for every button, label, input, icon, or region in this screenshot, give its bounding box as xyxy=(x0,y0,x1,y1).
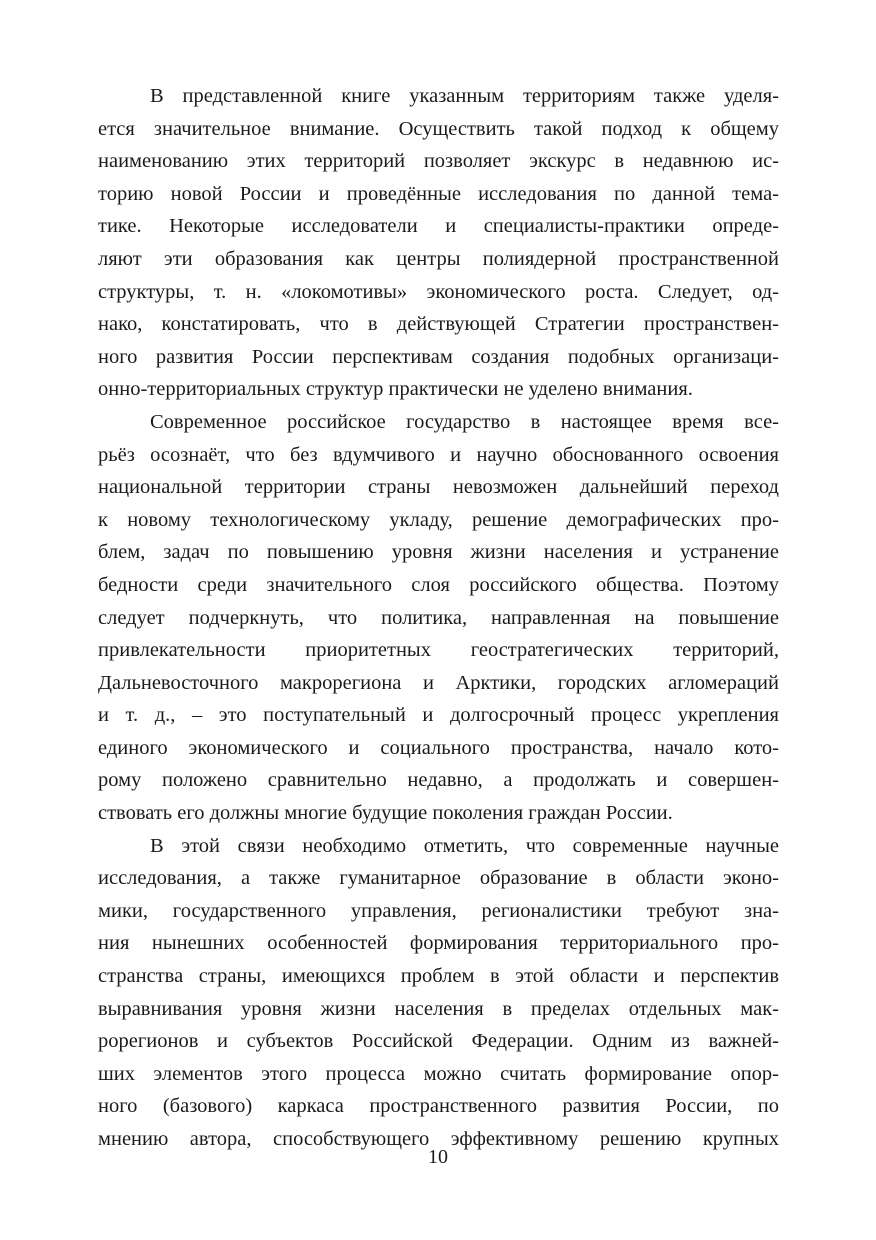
text-line: к новому технологическому укладу, решение демографических про- xyxy=(98,508,779,531)
text-line: национальной территории страны невозможен дальнейший переход xyxy=(98,476,779,499)
text-line: нако, констатировать, что в действующей Стратегии пространствен- xyxy=(98,313,779,336)
text-line: В представленной книге указанным территориям также уделя- xyxy=(150,85,779,107)
text-line: ного развития России перспективам создания подобных организаци- xyxy=(98,345,779,368)
text-line: ших элементов этого процесса можно считать формирование опор- xyxy=(98,1062,779,1085)
text-line: ляют эти образования как центры полиядерной пространственной xyxy=(98,247,779,270)
text-line: странства страны, имеющихся проблем в этой области и перспектив xyxy=(98,965,779,988)
paragraph-1 xyxy=(98,80,779,406)
text-line: следует подчеркнуть, что политика, направленная на повышение xyxy=(98,606,779,629)
text-line: рорегионов и субъектов Российской Федерации. Одним из важней- xyxy=(98,1030,779,1053)
paragraph-3 xyxy=(98,830,779,1156)
body-text xyxy=(98,80,779,1156)
text-line: исследования, а также гуманитарное образование в области эконо- xyxy=(98,867,779,890)
text-line: и т. д., – это поступательный и долгосрочный процесс укрепления xyxy=(98,704,779,727)
text-line: тике. Некоторые исследователи и специалисты-практики опреде- xyxy=(98,215,779,238)
text-line: Дальневосточного макрорегиона и Арктики, городских агломераций xyxy=(98,671,779,694)
text-line: ного (базового) каркаса пространственного развития России, по xyxy=(98,1095,779,1118)
text-line: Современное российское государство в настоящее время все- xyxy=(150,410,779,433)
text-line: ния нынешних особенностей формирования территориального про- xyxy=(98,932,779,955)
text-line: привлекательности приоритетных геостратегических территорий, xyxy=(98,639,779,662)
text-line: выравнивания уровня жизни населения в пределах отдельных мак- xyxy=(98,997,779,1020)
text-line: единого экономического и социального пространства, начало кото- xyxy=(98,736,779,759)
text-line: ствовать его должны многие будущие поколения граждан России. xyxy=(98,802,673,825)
text-line: рьёз осознаёт, что без вдумчивого и научно обоснованного освоения xyxy=(98,443,779,466)
text-line: торию новой России и проведённые исследования по данной тема- xyxy=(98,182,779,205)
text-line: мики, государственного управления, регионалистики требуют зна- xyxy=(98,899,779,922)
text-line: мнению автора, способствующего эффективному решению крупных xyxy=(98,1128,779,1150)
text-line: структуры, т. н. «локомотивы» экономического роста. Следует, од- xyxy=(98,280,779,303)
text-line: наименованию этих территорий позволяет экскурс в недавнюю ис- xyxy=(98,150,779,173)
text-line: ется значительное внимание. Осуществить такой подход к общему xyxy=(98,117,779,140)
page-number: 10 xyxy=(428,1146,448,1168)
text-line: В этой связи необходимо отметить, что современные научные xyxy=(150,834,779,857)
paragraph-2 xyxy=(98,406,779,830)
text-line: рому положено сравнительно недавно, а продолжать и совершен- xyxy=(98,769,779,792)
text-line: бедности среди значительного слоя российского общества. Поэтому xyxy=(98,573,779,596)
text-line: онно-территориальных структур практически не уделено внимания. xyxy=(98,378,693,401)
text-line: блем, задач по повышению уровня жизни населения и устранение xyxy=(98,541,779,564)
